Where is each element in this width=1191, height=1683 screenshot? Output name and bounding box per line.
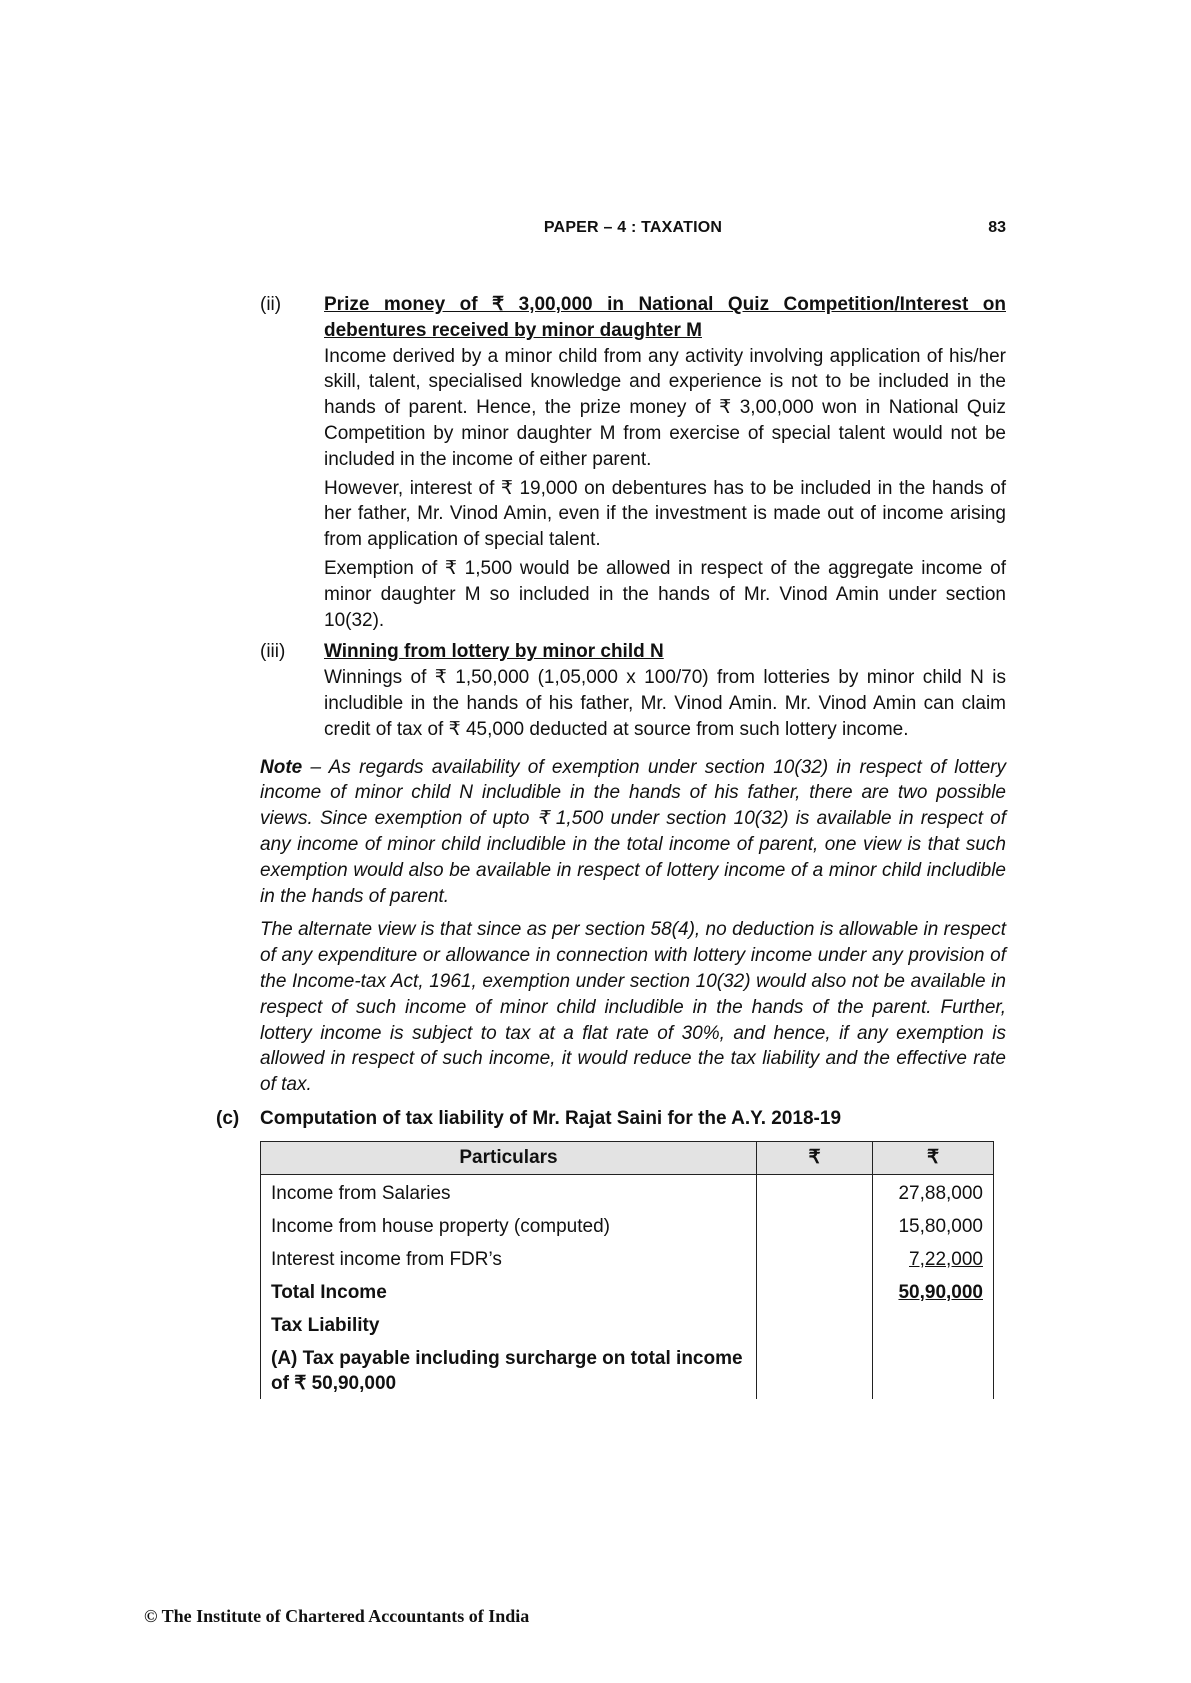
column-header-amount-1: ₹: [757, 1141, 873, 1174]
paragraph: Exemption of ₹ 1,500 would be allowed in respect of the aggregate income of minor daughter M so included in the hands of Mr. Vinod Amin under section 10(32).: [324, 557, 1006, 631]
row-amount-2: [873, 1310, 994, 1343]
paragraph: Income derived by a minor child from any activity involving application of his/her skill, talent, specialised knowledge and experience is not to be included in the hands of parent. Hence, the prize money of ₹ 3,00,000 won in National Quiz Competition by minor daughter M from exercise of special talent would not be included in the income of either parent.: [324, 345, 1006, 470]
paragraph: However, interest of ₹ 19,000 on debentures has to be included in the hands of her father, Mr. Vinod Amin, even if the investment is made out of income arising from application of special talent.: [324, 477, 1006, 551]
table-row: [261, 1310, 994, 1343]
row-amount-2: 50,90,000: [873, 1277, 994, 1310]
table-row: [261, 1174, 994, 1211]
row-amount-1: [757, 1277, 873, 1310]
row-particular: Tax Liability: [261, 1310, 757, 1343]
table-row: [261, 1244, 994, 1277]
item-heading: Prize money of ₹ 3,00,000 in National Quiz Competition/Interest on debentures received by minor daughter M: [324, 294, 1006, 341]
copyright-footer: © The Institute of Chartered Accountants of India: [144, 1606, 530, 1626]
row-amount-1: [757, 1310, 873, 1343]
table-header-row: [261, 1141, 994, 1174]
paper-title: PAPER – 4 : TAXATION: [543, 219, 723, 236]
table-row: [261, 1343, 994, 1399]
item-ii: [260, 292, 1006, 633]
row-amount-2: [873, 1343, 994, 1399]
column-header-particulars: Particulars: [261, 1141, 757, 1174]
row-amount-2: 7,22,000: [873, 1244, 994, 1277]
row-amount-2: 15,80,000: [873, 1211, 994, 1244]
row-particular: Total Income: [261, 1277, 757, 1310]
tax-computation-table: [260, 1141, 994, 1399]
row-amount-1: [757, 1174, 873, 1211]
row-particular: Interest income from FDR’s: [261, 1244, 757, 1277]
row-amount-1: [757, 1211, 873, 1244]
row-amount-1: [757, 1244, 873, 1277]
column-header-amount-2: ₹: [873, 1141, 994, 1174]
section-label: (c): [216, 1107, 240, 1129]
item-number: (ii): [260, 294, 282, 315]
page-number: 83: [988, 219, 1006, 236]
main-content: [216, 292, 1006, 1399]
note-paragraph: [260, 755, 1006, 910]
item-iii: [260, 639, 1006, 742]
paragraph: Winnings of ₹ 1,50,000 (1,05,000 x 100/70) from lotteries by minor child N is includible in the hands of his father, Mr. Vinod Amin. Mr. Vinod Amin can claim credit of tax of ₹ 45,000 deducted at source from such lottery income.: [324, 667, 1006, 740]
section-c: [216, 1106, 1006, 1399]
item-heading: Winning from lottery by minor child N: [324, 641, 664, 663]
note-label: Note: [260, 756, 303, 778]
table-row: [261, 1211, 994, 1244]
page-header: [260, 219, 1006, 241]
row-particular: (A) Tax payable including surcharge on total income of ₹ 50,90,000: [261, 1343, 757, 1399]
item-number: (iii): [260, 641, 286, 663]
note-block: [260, 755, 1006, 1098]
table-row-total: [261, 1277, 994, 1310]
row-particular: Income from house property (computed): [261, 1211, 757, 1244]
note-paragraph: The alternate view is that since as per section 58(4), no deduction is allowable in respect of any expenditure or allowance in connection with lottery income under any provision of the Income-tax Act, 1961, exemption under section 10(32) would also not be available in respect of such income of minor child includible in the hands of the parent. Further, lottery income is subject to tax at a flat rate of 30%, and hence, if any exemption is allowed in respect of such income, it would reduce the tax liability and the effective rate of tax.: [260, 919, 1006, 1096]
note-text: – As regards availability of exemption under section 10(32) in respect of lottery income of minor child N includible in the hands of his father, there are two possible views. Since exemption of upto ₹ 1,500 under section 10(32) is available in respect of any income of minor child includible in the total income of parent, one view is that such exemption would also be available in respect of lottery income of a minor child includible in the hands of parent.: [260, 756, 1006, 907]
row-particular: Income from Salaries: [261, 1174, 757, 1211]
row-amount-1: [757, 1343, 873, 1399]
section-title: Computation of tax liability of Mr. Rajat Saini for the A.Y. 2018-19: [260, 1107, 842, 1129]
row-amount-2: 27,88,000: [873, 1174, 994, 1211]
